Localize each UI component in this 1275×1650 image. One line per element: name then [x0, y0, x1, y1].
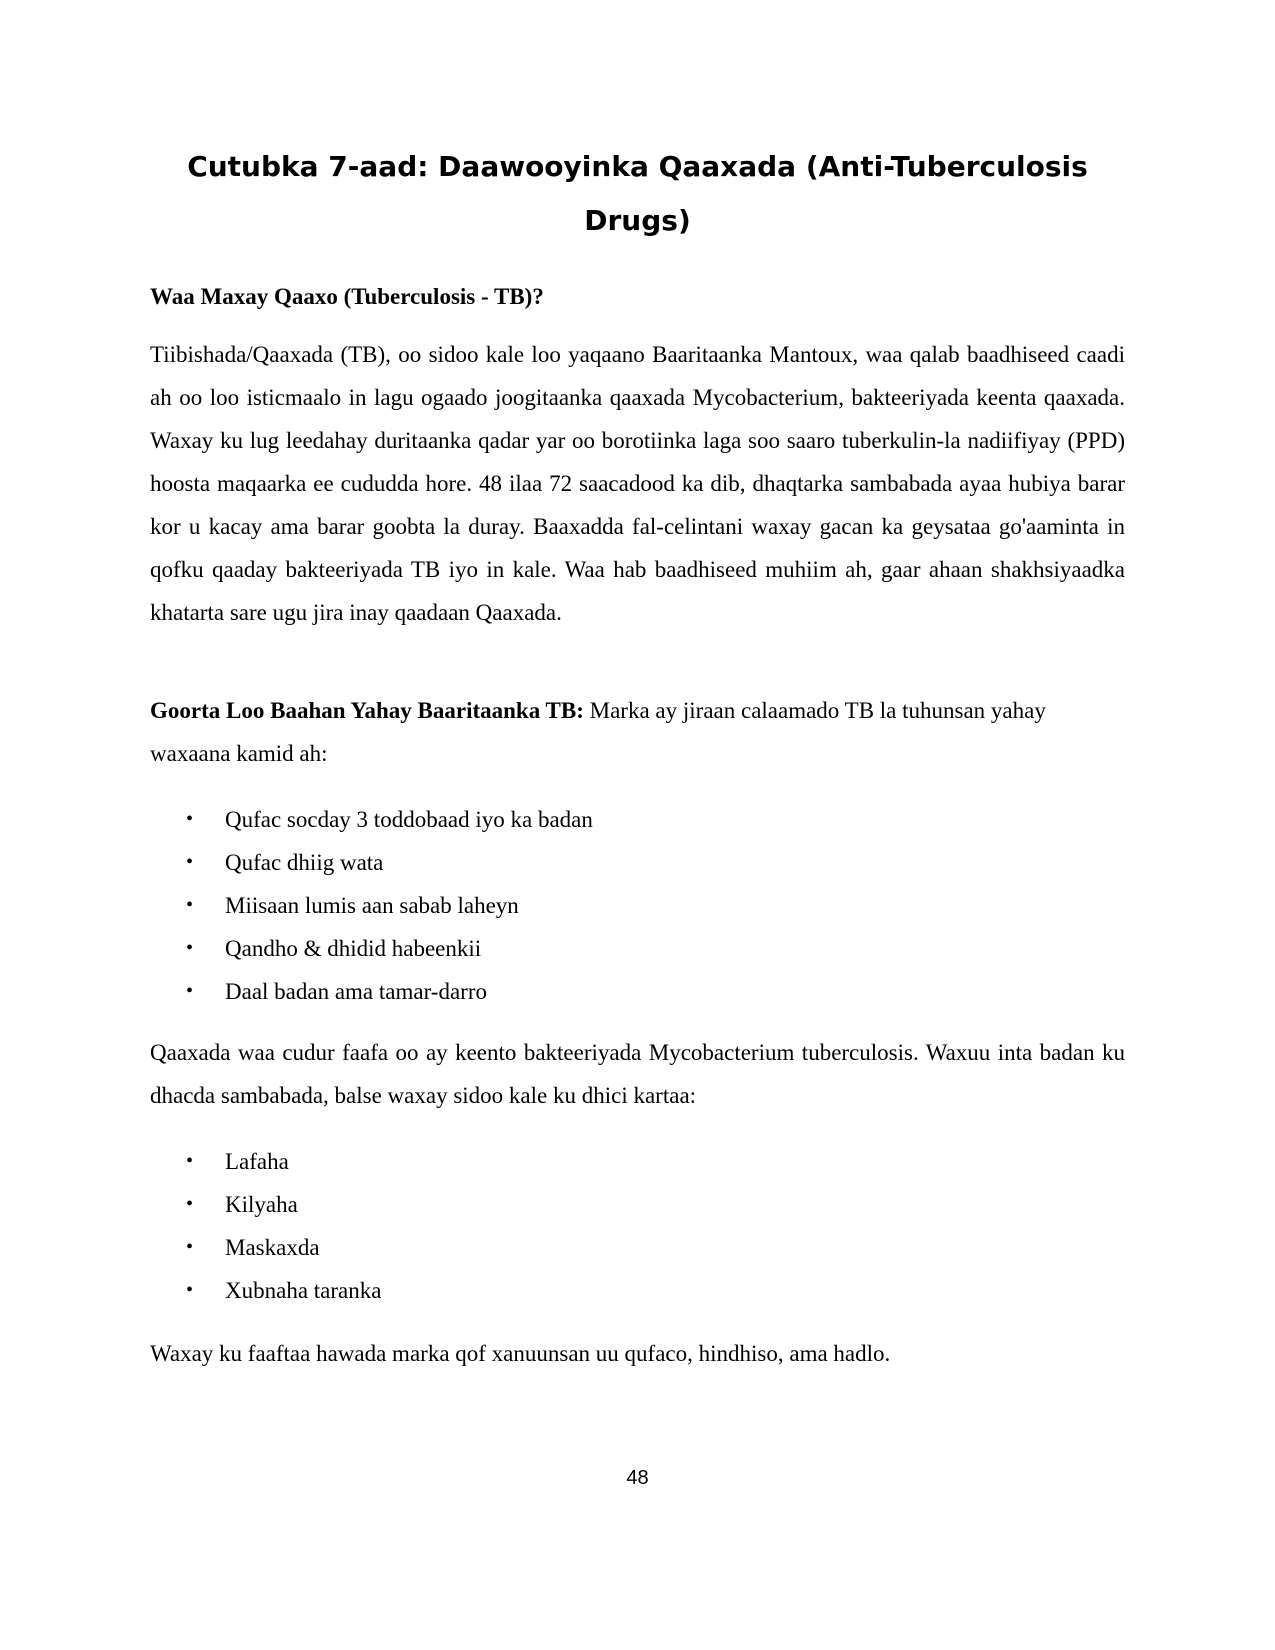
organ-text: Lafaha	[225, 1149, 289, 1174]
list-item	[150, 1140, 1125, 1183]
when-needed-paragraph	[150, 689, 1125, 775]
bullet-icon: •	[186, 851, 194, 873]
bullet-icon: •	[186, 1193, 194, 1215]
symptom-text: Daal badan ama tamar-darro	[225, 979, 487, 1004]
bullet-icon: •	[186, 1236, 194, 1258]
symptoms-list	[150, 798, 1125, 1013]
symptom-text: Qufac socday 3 toddobaad iyo ka badan	[225, 807, 593, 832]
list-item	[150, 1226, 1125, 1269]
organ-text: Maskaxda	[225, 1235, 320, 1260]
list-item	[150, 1269, 1125, 1312]
symptom-text: Qufac dhiig wata	[225, 850, 384, 875]
bullet-icon: •	[186, 1150, 194, 1172]
spread-sentence: Waxay ku faaftaa hawada marka qof xanuunsan uu qufaco, hindhiso, ama hadlo.	[150, 1341, 891, 1366]
symptom-text: Miisaan lumis aan sabab laheyn	[225, 893, 519, 918]
bullet-icon: •	[186, 1279, 194, 1301]
list-item	[150, 841, 1125, 884]
bullet-icon: •	[186, 980, 194, 1002]
list-item	[150, 1183, 1125, 1226]
organ-text: Xubnaha taranka	[225, 1278, 382, 1303]
list-item	[150, 970, 1125, 1013]
bullet-icon: •	[186, 894, 194, 916]
when-needed-text: Marka ay jiraan calaamado TB la tuhunsan yahay waxaana kamid ah:	[150, 698, 1046, 766]
organ-text: Kilyaha	[225, 1192, 298, 1217]
disease-paragraph: Qaaxada waa cudur faafa oo ay keento bakteeriyada Mycobacterium tuberculosis. Waxuu inta badan ku dhacda sambabada, balse waxay sidoo kale ku dhici kartaa:	[150, 1040, 1125, 1108]
intro-paragraph: Tiibishada/Qaaxada (TB), oo sidoo kale loo yaqaano Baaritaanka Mantoux, waa qalab baadhiseed caadi ah oo loo isticmaalo in lagu ogaado joogitaanka qaaxada Mycobacterium, bakteeriyada keenta qaaxada. Waxay ku lug leedahay duritaanka qadar yar oo borotiinka laga soo saaro tuberkulin-la nadiifiyay (PPD) hoosta maqaarka ee cududda hore. 48 ilaa 72 saacadood ka dib, dhaqtarka sambabada ayaa hubiya barar kor u kacay ama barar goobta la duray. Baaxadda fal-celintani waxay gacan ka geysataa go'aaminta in qofku qaaday bakteeriyada TB iyo in kale. Waa hab baadhiseed muhiim ah, gaar ahaan shakhsiyaadka khatarta sare ugu jira inay qaadaan Qaaxada.	[150, 342, 1125, 625]
list-item	[150, 798, 1125, 841]
when-needed-label: Goorta Loo Baahan Yahay Baaritaanka TB:	[150, 698, 584, 723]
page-number: 48	[626, 1467, 649, 1489]
symptom-text: Qandho & dhidid habeenkii	[225, 936, 482, 961]
section-heading: Waa Maxay Qaaxo (Tuberculosis - TB)?	[150, 284, 544, 309]
bullet-icon: •	[186, 937, 194, 959]
organs-list	[150, 1140, 1125, 1312]
list-item	[150, 884, 1125, 927]
list-item	[150, 927, 1125, 970]
chapter-title: Cutubka 7-aad: Daawooyinka Qaaxada (Anti-Tuberculosis Drugs)	[187, 150, 1088, 237]
bullet-icon: •	[186, 808, 194, 830]
